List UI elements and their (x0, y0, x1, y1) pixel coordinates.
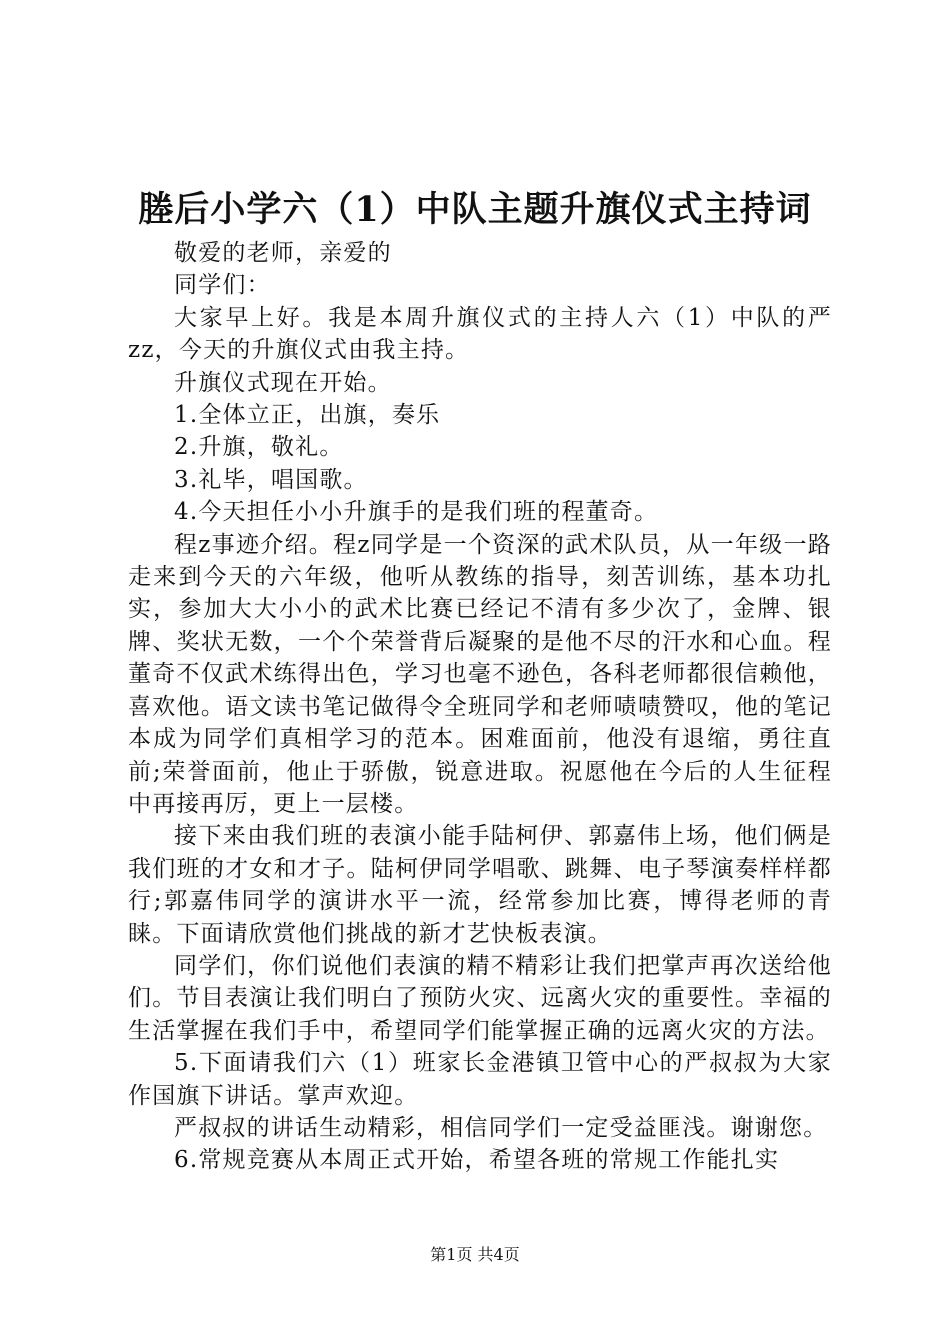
paragraph-step-4: 4.今天担任小小升旗手的是我们班的程董奇。 (174, 499, 659, 526)
paragraph-step-5: 5.下面请我们六（1）班家长金港镇卫管中心的严叔叔为大家作国旗下讲话。掌声欢迎。 (128, 1050, 832, 1109)
paragraph-step-2: 2.升旗，敬礼。 (174, 434, 344, 461)
paragraph-performance-wrap: 同学们，你们说他们表演的精不精彩让我们把掌声再次送给他们。节目表演让我们明白了预防火灾、远离火灾的重要性。幸福的生活掌握在我们手中，希望同学们能掌握正确的远离火灾的方法。 (128, 952, 832, 1044)
paragraph-step-1: 1.全体立正，出旗，奏乐 (174, 402, 441, 429)
page-number: 第1页 共4页 (430, 1245, 520, 1264)
paragraph-step-6: 6.常规竞赛从本周正式开始，希望各班的常规工作能扎实 (174, 1147, 780, 1174)
paragraph-greeting-cont: 同学们： (174, 272, 271, 299)
paragraph-intro: 大家早上好。我是本周升旗仪式的主持人六（1）中队的严zz，今天的升旗仪式由我主持。 (128, 304, 832, 364)
paragraph-performance-intro: 接下来由我们班的表演小能手陆柯伊、郭嘉伟上场，他们俩是我们班的才女和才子。陆柯伊同学唱歌、跳舞、电子琴演奏样样都行;郭嘉伟同学的演讲水平一流，经常参加比赛，博得老师的青睐。下面请欣赏他们挑战的新才艺快板表演。 (128, 823, 832, 947)
paragraph-speech-thanks: 严叔叔的讲话生动精彩，相信同学们一定受益匪浅。谢谢您。 (174, 1114, 828, 1141)
paragraph-step-3: 3.礼毕，唱国歌。 (174, 466, 368, 493)
document-body (128, 237, 832, 1177)
paragraph-flag-bearer-story: 程z事迹介绍。程z同学是一个资深的武术队员，从一年级一路走来到今天的六年级，他听从教练的指导，刻苦训练，基本功扎实，参加大大小小的武术比赛已经记不清有多少次了，金牌、银牌、奖状无数，一个个荣誉背后凝聚的是他不尽的汗水和心血。程董奇不仅武术练得出色，学习也毫不逊色，各科老师都很信赖他，喜欢他。语文读书笔记做得令全班同学和老师啧啧赞叹，他的笔记本成为同学们真相学习的范本。困难面前，他没有退缩，勇往直前;荣誉面前，他止于骄傲，锐意进取。祝愿他在今后的人生征程中再接再厉，更上一层楼。 (128, 531, 832, 817)
paragraph-start: 升旗仪式现在开始。 (174, 369, 392, 396)
document-title: 塍后小学六（1）中队主题升旗仪式主持词 (138, 189, 812, 230)
paragraph-greeting: 敬爱的老师，亲爱的 (174, 240, 392, 266)
